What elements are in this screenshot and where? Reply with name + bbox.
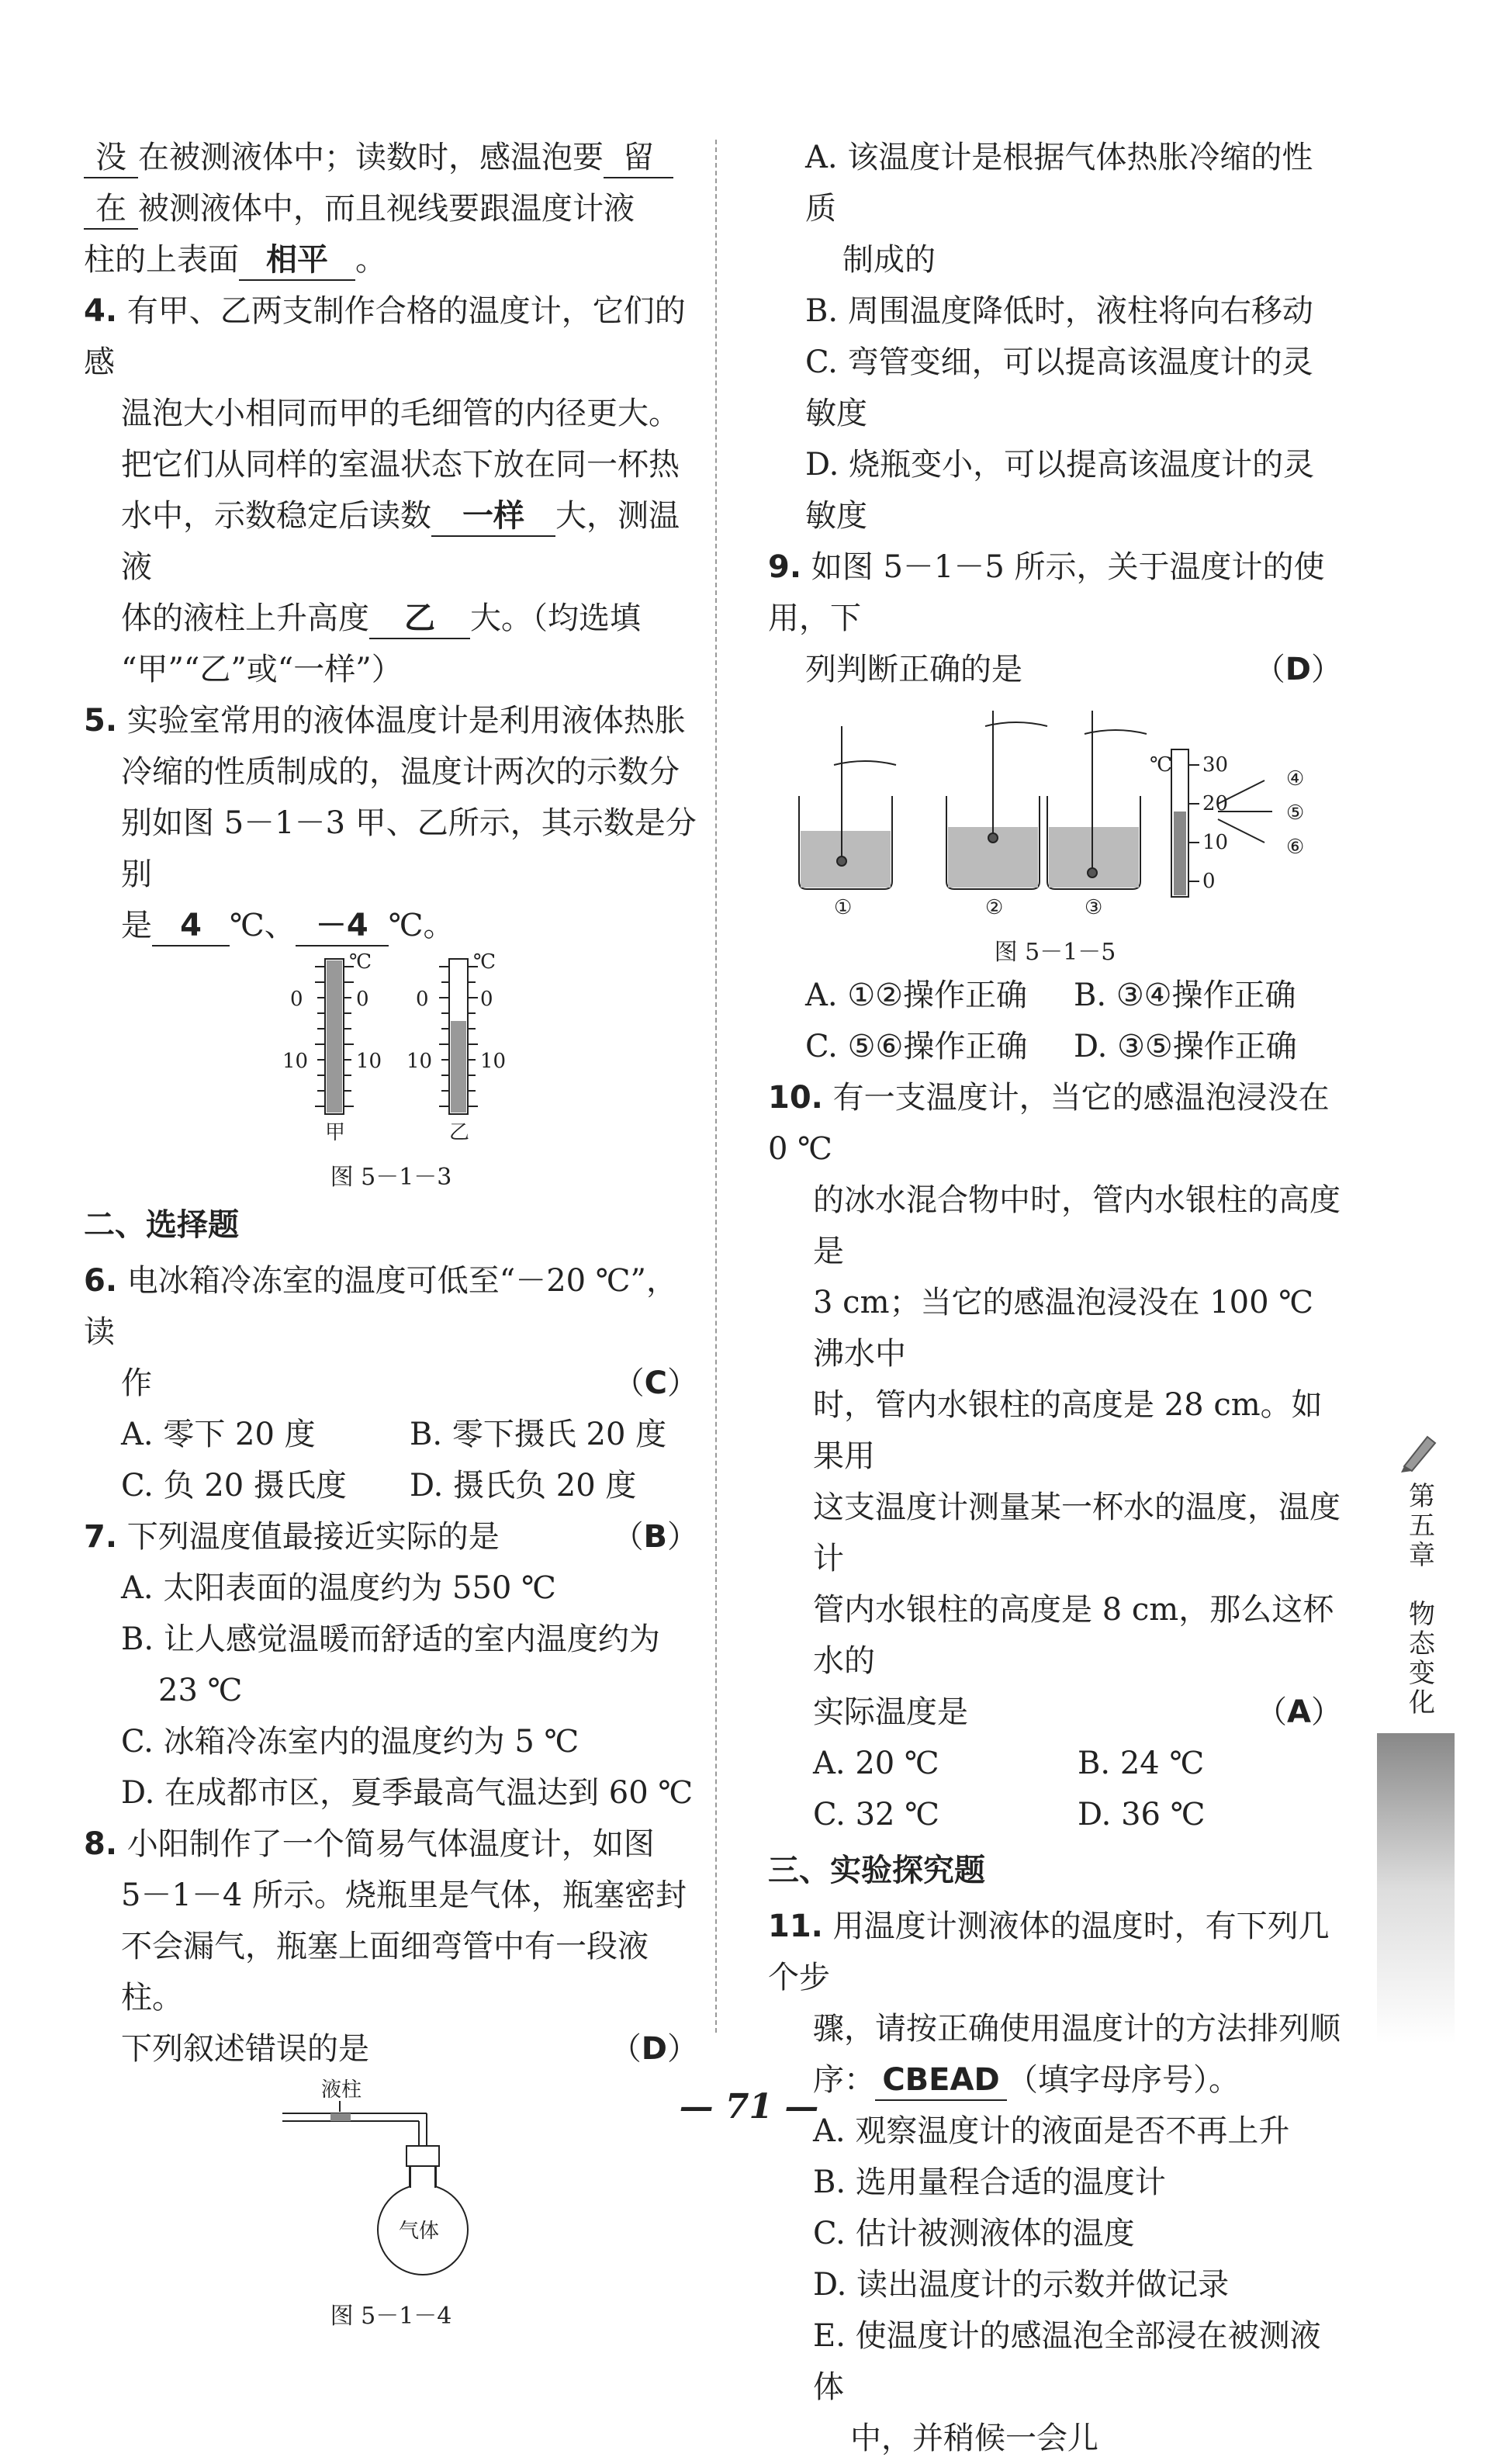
q6-options-row1: A. 零下 20 度 B. 零下摄氏 20 度 [121,1417,667,1452]
q10-line5: 这支温度计测量某一杯水的温度，温度计 [813,1490,1341,1576]
q5-line2: 冷缩的性质制成的，温度计两次的示数分 [121,754,680,790]
fig4-label-gas: 气体 [399,2220,440,2243]
q8-optA: A. 该温度计是根据气体热胀冷缩的性质 [805,140,1313,227]
fig5-eye-4: ④ [1286,767,1305,791]
q8-optA-cont: 制成的 [842,242,936,278]
fig5-tick-30: 30 [1202,753,1229,777]
q6-line2: 作 （C） [84,1358,698,1409]
fig3-tick10-jia-right: 10 [356,1050,382,1073]
q10-answer: （A） [1256,1694,1342,1730]
question-10: 10. 有一支温度计，当它的感温泡浸没在 0 ℃ [768,1080,1330,1167]
q10-line4: 时，管内水银柱的高度是 28 cm。如果用 [813,1387,1323,1474]
figure-5-1-5 [768,695,1342,970]
fig5-eye-6: ⑥ [1286,836,1305,859]
fig3-tick0-jia-right: 0 [356,988,369,1011]
question-6: 6. 电冰箱冷冻室的温度可低至“－20 ℃”，读 [84,1263,678,1350]
q7-optB-cont: 23 ℃ [158,1673,243,1708]
question-8: 8. 小阳制作了一个简易气体温度计，如图 [84,1826,655,1862]
q8-line3: 不会漏气，瓶塞上面细弯管中有一段液柱。 [121,1929,649,2016]
q10-line7: 实际温度是 （A） [768,1687,1342,1738]
question-5: 5. 实验室常用的液体温度计是利用液体热胀 [84,703,686,739]
thermometer-usage-diagram [768,695,1342,920]
fig5-label-2: ② [985,896,1004,919]
fig3-tick0-yi-right: 0 [480,988,493,1011]
q11-line3: 序： CBEAD （填字母序号）。 [768,2054,1342,2106]
q11-optD: D. 读出温度计的示数并做记录 [813,2267,1230,2303]
q7-optD: D. 在成都市区，夏季最高气温达到 60 ℃ [121,1775,694,1811]
q3-line2: 在 被测液体中，而且视线要跟温度计液 [84,183,698,234]
left-column [84,132,698,2334]
question-11: 11. 用温度计测液体的温度时，有下列几个步 [768,1909,1330,1995]
q8-answer: （D） [610,2031,698,2067]
q7-answer: （B） [612,1519,698,1555]
fig3-tick10-yi-right: 10 [480,1050,507,1073]
pen-icon [1396,1428,1443,1474]
section-title-experiment: 三、实验探究题 [768,1853,985,1888]
fig3-tick10-yi-left: 10 [407,1050,433,1073]
q6-answer: （C） [613,1365,698,1401]
q4-line3: 把它们从同样的室温状态下放在同一杯热 [121,447,680,483]
fig5-label-3: ③ [1085,896,1103,919]
thermometers-diagram [251,951,531,1145]
q4-line4: 水中，示数稳定后读数 一样 大，测温液 [121,498,680,585]
fig5-unit: ℃ [1150,753,1173,777]
q10-options-row1: A. 20 ℃ B. 24 ℃ [813,1746,1205,1781]
q11-optC: C. 估计被测液体的温度 [813,2216,1135,2251]
q9-answer: （D） [1254,652,1342,687]
q10-line3: 3 cm；当它的感温泡浸没在 100 ℃沸水中 [813,1285,1314,1372]
fig3-unit-jia: ℃ [349,951,372,974]
fig5-tick-0: 0 [1202,870,1216,893]
q8-optD: D. 烧瓶变小，可以提高该温度计的灵敏度 [805,447,1315,534]
fig5-caption: 图 5－1－5 [994,939,1116,966]
q11-optE-cont: 中，并稍候一会儿 [850,2421,1098,2456]
q4-line6: “甲”“乙”或“一样”） [121,652,403,687]
q9-options-row1: A. ①②操作正确 B. ③④操作正确 [805,978,1296,1013]
q4-line5: 体的液柱上升高度 乙 大。（均选填 [84,593,698,644]
fig3-caption: 图 5－1－3 [330,1164,452,1191]
fig5-tick-10: 10 [1202,831,1229,854]
fig3-label-jia: 甲 [325,1121,346,1144]
fig4-label-liquid: 液柱 [321,2078,362,2102]
chapter-tab-bar [1377,1733,1455,2044]
fig5-eye-5: ⑤ [1286,801,1305,825]
q11-line2: 骤，请按正确使用温度计的方法排列顺 [813,2011,1341,2047]
question-9: 9. 如图 5－1－5 所示，关于温度计的使用，下 [768,549,1325,636]
question-4: 4. 有甲、乙两支制作合格的温度计，它们的感 [84,293,686,380]
fig3-tick0-yi-left: 0 [416,988,429,1011]
question-7: 7. 下列温度值最接近实际的是 （B） [84,1511,698,1562]
q8-optC: C. 弯管变细，可以提高该温度计的灵敏度 [805,344,1313,431]
q7-optB: B. 让人感觉温暖而舒适的室内温度约为 [121,1621,660,1657]
q11-optA: A. 观察温度计的液面是否不再上升 [813,2113,1290,2149]
q9-options-row2: C. ⑤⑥操作正确 D. ③⑤操作正确 [805,1029,1297,1064]
fig3-unit-yi: ℃ [473,951,496,974]
q4-line2: 温泡大小相同而甲的毛细管的内径更大。 [121,396,680,431]
fig5-label-1: ① [834,896,853,919]
q7-optA: A. 太阳表面的温度约为 550 ℃ [121,1570,556,1606]
q11-optB: B. 选用量程合适的温度计 [813,2165,1166,2200]
fig5-tick-20: 20 [1202,792,1229,815]
q10-line6: 管内水银柱的高度是 8 cm，那么这杯水的 [813,1592,1334,1679]
q11-optE: E. 使温度计的感温泡全部浸在被测液体 [813,2318,1321,2405]
q6-options-row2: C. 负 20 摄氏度 D. 摄氏负 20 度 [121,1468,637,1504]
q7-optC: C. 冰箱冷冻室内的温度约为 5 ℃ [121,1724,579,1760]
page-number: — 71 — [679,2087,819,2127]
column-divider [715,140,717,2033]
chapter-title: 第五章 物态变化 [1403,1482,1435,1718]
fig4-caption: 图 5－1－4 [330,2303,452,2330]
q8-optB: B. 周围温度降低时，液柱将向右移动 [805,293,1313,329]
fig3-tick0-jia-left: 0 [290,988,303,1011]
q9-line2: 列判断正确的是 （D） [768,644,1342,695]
q8-line2: 5－1－4 所示。烧瓶里是气体，瓶塞密封 [121,1877,687,1913]
q3-line1: 没 在被测液体中；读数时，感温泡要 留 [84,132,698,183]
fig3-tick10-jia-left: 10 [282,1050,309,1073]
figure-5-1-3 [84,951,698,1195]
q3-line3: 柱的上表面 相平 。 [84,234,698,286]
q8-line4: 下列叙述错误的是 （D） [84,2023,698,2075]
chapter-sidebar [1377,1428,1462,2044]
q5-line3: 别如图 5－1－3 甲、乙所示，其示数是分别 [121,805,697,892]
section-title-choice: 二、选择题 [84,1207,239,1243]
fig3-label-yi: 乙 [449,1121,470,1144]
q10-line2: 的冰水混合物中时，管内水银柱的高度是 [813,1182,1341,1269]
q10-options-row2: C. 32 ℃ D. 36 ℃ [813,1797,1206,1832]
q5-line4: 是 4 ℃、 －4 ℃。 [84,900,698,951]
